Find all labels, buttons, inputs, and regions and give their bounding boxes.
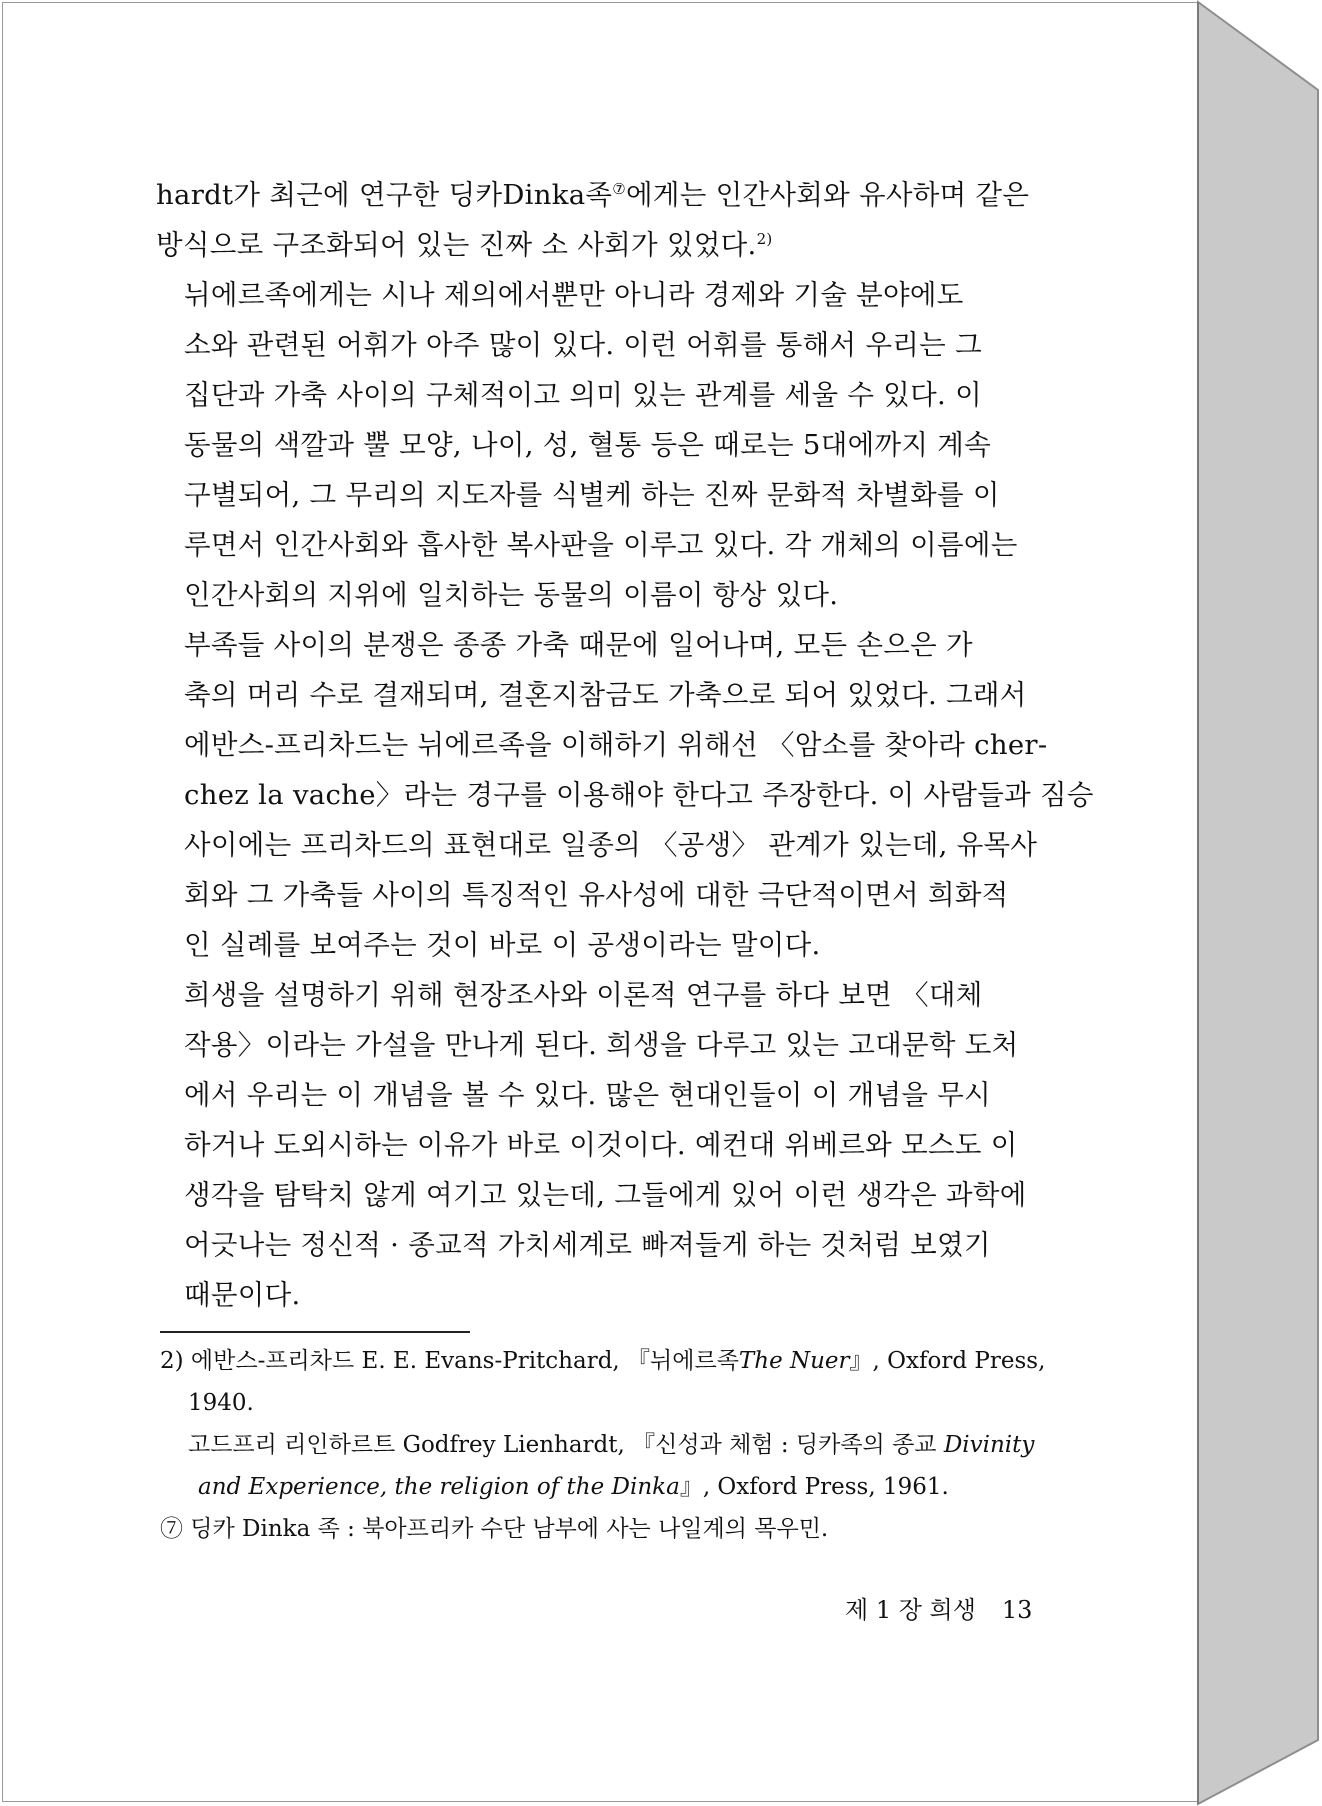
text-line: 회와 그 가축들 사이의 특징적인 유사성에 대한 극단적이면서 희화적 xyxy=(184,879,1009,911)
chapter-title: 제 1 장 희생 xyxy=(845,1596,976,1624)
text-line: 작용〉이라는 가설을 만나게 된다. 희생을 다루고 있는 고대문학 도처 xyxy=(184,1029,1019,1061)
text-line: 축의 머리 수로 결재되며, 결혼지참금도 가축으로 되어 있었다. 그래서 xyxy=(184,679,1027,711)
running-footer xyxy=(845,1590,1032,1625)
text-line: 사이에는 프리차드의 표현대로 일종의 〈공생〉 관계가 있는데, 유목사 xyxy=(184,829,1038,861)
text-line: 인간사회의 지위에 일치하는 동물의 이름이 항상 있다. xyxy=(184,579,839,611)
footnote-7: ⑦ 딩카 Dinka 족 : 북아프리카 수단 남부에 사는 나일계의 목우민. xyxy=(160,1516,829,1542)
paragraph-2 xyxy=(156,270,1056,620)
footnote-marker: 2) xyxy=(756,229,773,248)
text-line: 때문이다. xyxy=(184,1279,301,1311)
footnote-3-cont: and Experience, the religion of the Dinka』, Oxford Press, 1961. xyxy=(198,1474,949,1500)
paragraph-1 xyxy=(156,170,1056,270)
text-line: 어긋나는 정신적 · 종교적 가치세계로 빠져들게 하는 것처럼 보였기 xyxy=(184,1229,991,1261)
footnote-2-year: 1940. xyxy=(188,1390,254,1416)
text-line: 에반스-프리차드는 뉘에르족을 이해하기 위해선 〈암소를 찾아라 cher- xyxy=(184,729,1048,761)
footnote-marker: ⑦ xyxy=(612,179,627,198)
text-line: chez la vache〉라는 경구를 이용해야 한다고 주장한다. 이 사람들과 짐승 xyxy=(184,779,1094,811)
footnotes xyxy=(160,1340,1060,1550)
page-number: 13 xyxy=(1001,1596,1033,1624)
footnote-2: 2) 에반스-프리차드 E. E. Evans-Pritchard, 『뉘에르족The Nuer』, Oxford Press, xyxy=(160,1348,1046,1374)
text-line: 집단과 가축 사이의 구체적이고 의미 있는 관계를 세울 수 있다. 이 xyxy=(184,379,982,411)
text-line: 루면서 인간사회와 흡사한 복사판을 이루고 있다. 각 개체의 이름에는 xyxy=(184,529,1018,561)
body-text xyxy=(156,170,1094,1320)
text-line: 소와 관련된 어휘가 아주 많이 있다. 이런 어휘를 통해서 우리는 그 xyxy=(184,329,982,361)
text-line: 구별되어, 그 무리의 지도자를 식별케 하는 진짜 문화적 차별화를 이 xyxy=(184,479,1000,511)
paragraph-4 xyxy=(156,970,1056,1320)
text-line: 하거나 도외시하는 이유가 바로 이것이다. 예컨대 위베르와 모스도 이 xyxy=(184,1129,1018,1161)
text-line: 부족들 사이의 분쟁은 종종 가축 때문에 일어나며, 모든 손으은 가 xyxy=(184,629,973,661)
text-line: 희생을 설명하기 위해 현장조사와 이론적 연구를 하다 보면 〈대체 xyxy=(184,979,983,1011)
text-line: hardt가 최근에 연구한 딩카Dinka족⑦에게는 인간사회와 유사하며 같은 xyxy=(156,179,1030,211)
text-line: 에서 우리는 이 개념을 볼 수 있다. 많은 현대인들이 이 개념을 무시 xyxy=(184,1079,991,1111)
text-line: 생각을 탐탁치 않게 여기고 있는데, 그들에게 있어 이런 생각은 과학에 xyxy=(184,1179,1027,1211)
text-line: 동물의 색깔과 뿔 모양, 나이, 성, 혈통 등은 때로는 5대에까지 계속 xyxy=(184,429,991,461)
footnote-divider xyxy=(160,1331,470,1333)
footnote-3: 고드프리 리인하르트 Godfrey Lienhardt, 『신성과 체험 : 딩카족의 종교 Divinity xyxy=(188,1432,1035,1458)
paragraph-3 xyxy=(156,620,1094,970)
text-line: 방식으로 구조화되어 있는 진짜 소 사회가 있었다.$^{2)}$ xyxy=(156,229,773,261)
text-line: 뉘에르족에게는 시나 제의에서뿐만 아니라 경제와 기술 분야에도 xyxy=(184,279,964,311)
text-line: 인 실례를 보여주는 것이 바로 이 공생이라는 말이다. xyxy=(184,929,821,961)
